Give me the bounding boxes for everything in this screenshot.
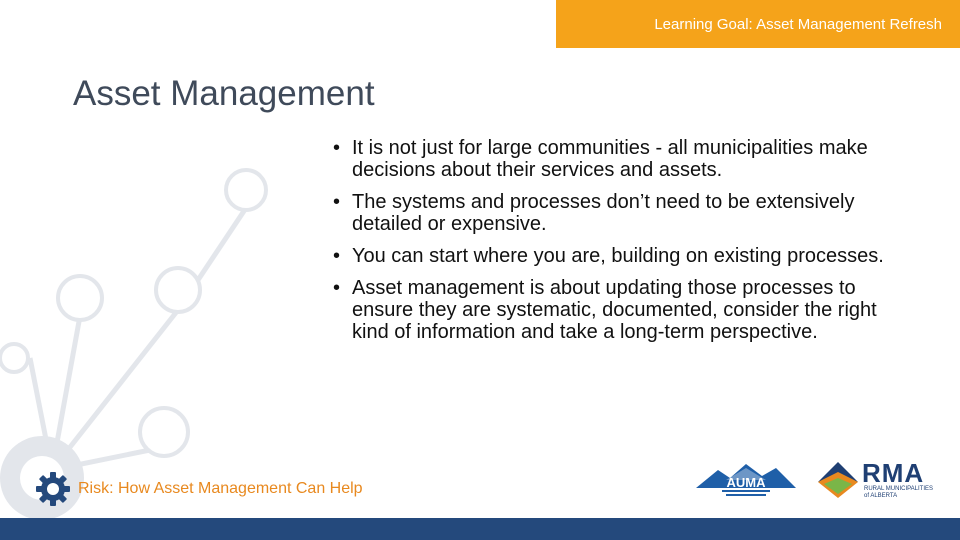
rma-logo-text: RMA xyxy=(862,458,925,488)
bullet-text: The systems and processes don’t need to be extensively detailed or expensive. xyxy=(352,191,855,235)
auma-logo xyxy=(696,460,800,500)
network-node xyxy=(58,276,102,320)
bullet-marker: • xyxy=(333,191,341,213)
bullet-marker: • xyxy=(333,277,341,299)
learning-goal-text: Learning Goal: Asset Management Refresh xyxy=(654,15,942,33)
slide-title: Asset Management xyxy=(73,74,375,113)
bullet-list xyxy=(330,137,890,353)
network-node xyxy=(0,344,28,372)
footer-topic-label: Risk: How Asset Management Can Help xyxy=(78,480,363,497)
bullet-marker: • xyxy=(333,245,341,267)
rma-logo-subtitle: RURAL MUNICIPALITIES of ALBERTA xyxy=(864,486,934,499)
rma-emblem-icon xyxy=(816,458,862,500)
bullet-item xyxy=(330,191,890,235)
bullet-text: It is not just for large communities - all municipalities make decisions about their services and assets. xyxy=(352,137,868,181)
network-node xyxy=(226,170,266,210)
learning-goal-banner xyxy=(556,0,960,48)
network-node xyxy=(156,268,200,312)
bottom-bar xyxy=(0,518,960,540)
auma-logo-text: AUMA xyxy=(726,475,766,490)
bullet-text: You can start where you are, building on existing processes. xyxy=(352,245,884,267)
bullet-marker: • xyxy=(333,137,341,159)
bullet-text: Asset management is about updating those processes to ensure they are systematic, documented, consider the right kind of information and take a long-term perspective. xyxy=(352,277,877,343)
network-node xyxy=(140,408,188,456)
gear-icon xyxy=(36,472,70,506)
bullet-item xyxy=(330,245,890,267)
bullet-item xyxy=(330,137,890,181)
bullet-item xyxy=(330,277,890,343)
